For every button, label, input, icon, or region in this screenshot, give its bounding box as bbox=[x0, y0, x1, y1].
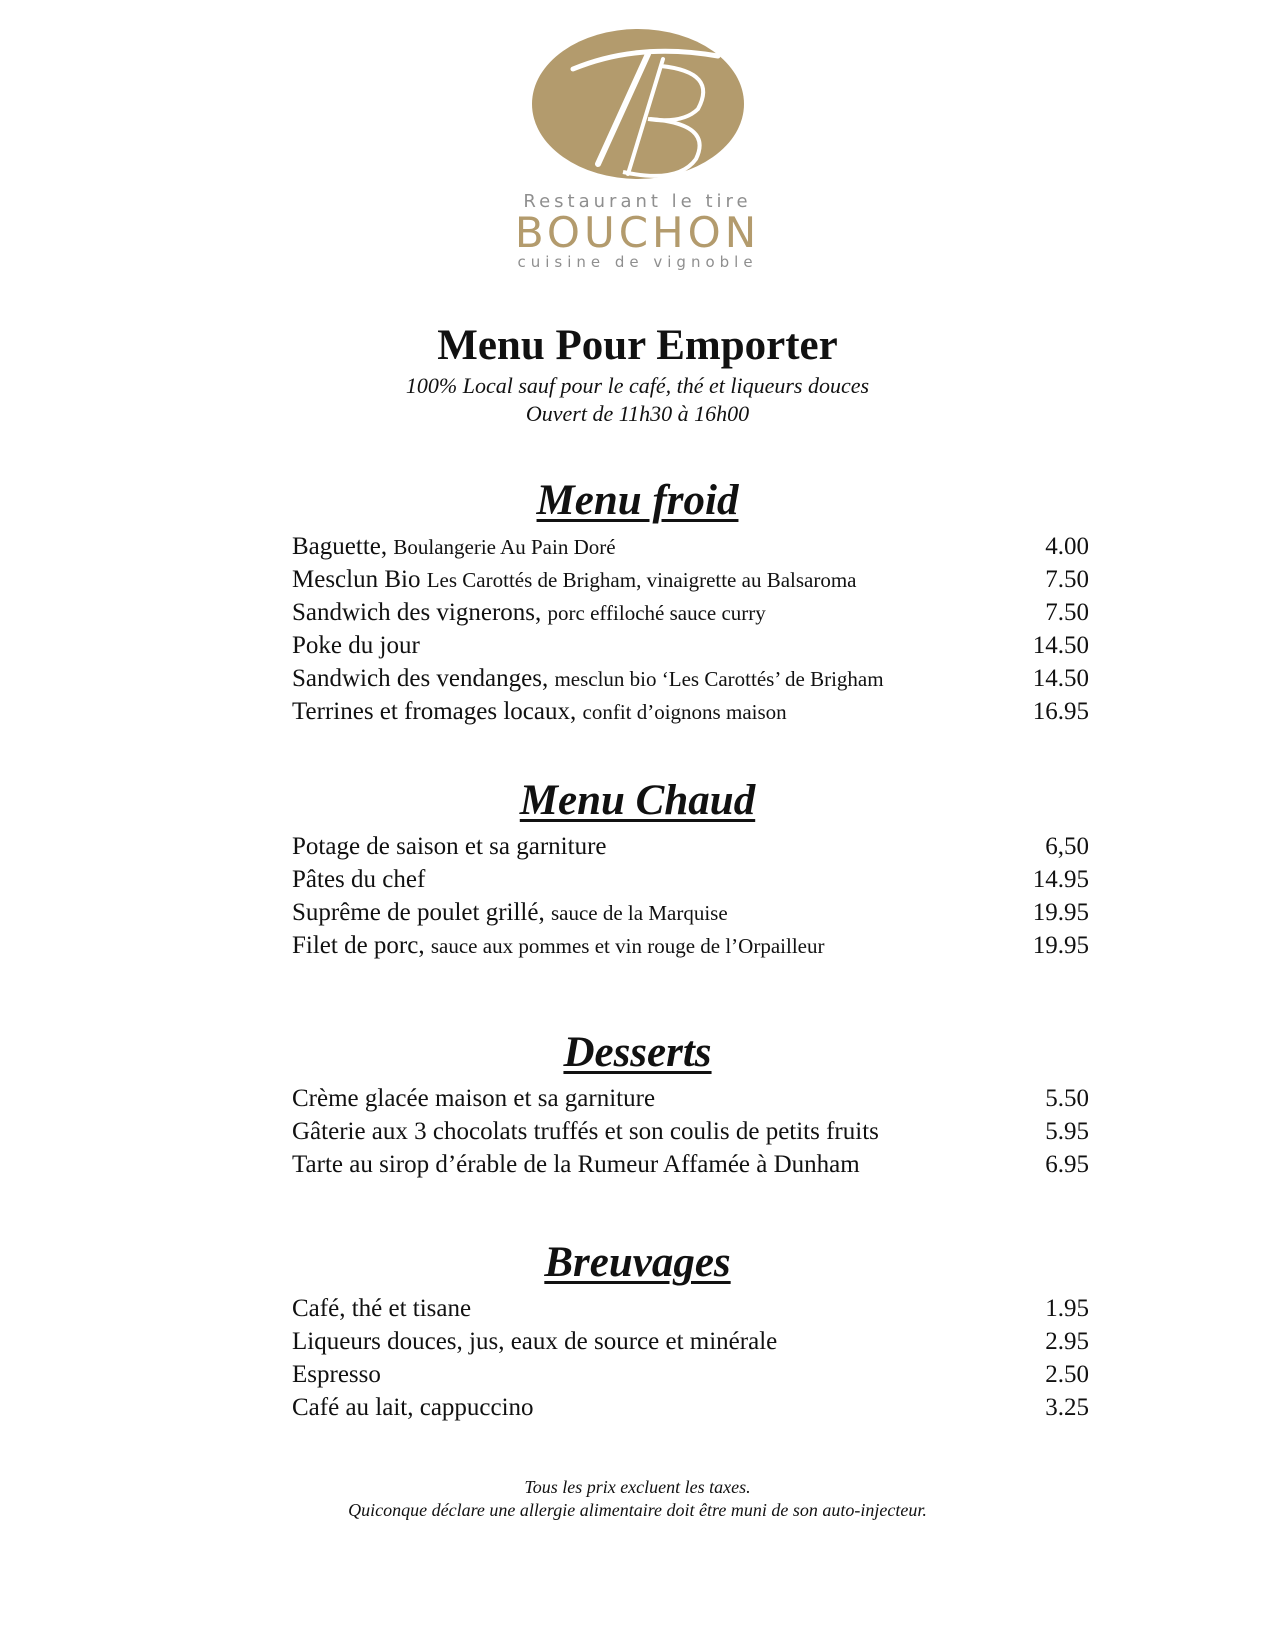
item-name: Filet de porc, bbox=[292, 932, 425, 959]
section-title: Menu froid bbox=[536, 477, 739, 524]
menu-item bbox=[0, 695, 1275, 728]
item-price: 16.95 bbox=[1032, 698, 1089, 725]
item-description: sauce de la Marquise bbox=[550, 901, 728, 925]
item-price: 2.95 bbox=[1045, 1328, 1089, 1355]
item-price: 7.50 bbox=[1045, 599, 1089, 626]
footer-taxes-note: Tous les prix excluent les taxes. bbox=[524, 1477, 751, 1497]
menu-item bbox=[0, 662, 1275, 695]
menu-item bbox=[0, 1358, 1275, 1391]
subtitle-hours: Ouvert de 11h30 à 16h00 bbox=[525, 401, 750, 426]
menu-item bbox=[0, 830, 1275, 863]
item-name: Sandwich des vendanges, bbox=[292, 665, 549, 692]
section-breuvages bbox=[0, 1238, 1275, 1424]
footer-notes bbox=[0, 1476, 1275, 1522]
item-description: mesclun bio ‘Les Carottés’ de Brigham bbox=[554, 667, 884, 691]
item-price: 1.95 bbox=[1045, 1295, 1089, 1322]
item-description: sauce aux pommes et vin rouge de l’Orpailleur bbox=[430, 934, 825, 958]
menu-item bbox=[0, 1325, 1275, 1358]
item-name: Liqueurs douces, jus, eaux de source et minérale bbox=[292, 1328, 778, 1355]
item-name: Crème glacée maison et sa garniture bbox=[292, 1085, 656, 1112]
logo-wordmark: BOUCHON bbox=[514, 208, 761, 257]
item-price: 3.25 bbox=[1045, 1394, 1089, 1421]
item-description: porc effiloché sauce curry bbox=[547, 601, 766, 625]
item-description: Les Carottés de Brigham, vinaigrette au Balsaroma bbox=[426, 568, 857, 592]
menu-item bbox=[0, 563, 1275, 596]
item-price: 7.50 bbox=[1045, 566, 1089, 593]
menu-item bbox=[0, 1148, 1275, 1181]
item-price: 14.50 bbox=[1032, 632, 1089, 659]
footer-allergy-note: Quiconque déclare une allergie alimentaire doit être muni de son auto-injecteur. bbox=[348, 1500, 927, 1520]
menu-item bbox=[0, 1391, 1275, 1424]
item-price: 6,50 bbox=[1045, 833, 1089, 860]
item-description: Boulangerie Au Pain Doré bbox=[393, 535, 616, 559]
item-name: Baguette, bbox=[292, 533, 388, 560]
item-name: Terrines et fromages locaux, bbox=[292, 698, 577, 725]
restaurant-logo bbox=[0, 24, 1275, 270]
menu-item bbox=[0, 863, 1275, 896]
menu-item bbox=[0, 1115, 1275, 1148]
item-name: Tarte au sirop d’érable de la Rumeur Affamée à Dunham bbox=[292, 1151, 860, 1178]
item-description: confit d’oignons maison bbox=[582, 700, 787, 724]
section-title: Breuvages bbox=[544, 1239, 731, 1286]
menu-item bbox=[0, 629, 1275, 662]
section-desserts bbox=[0, 1028, 1275, 1181]
menu-item bbox=[0, 1082, 1275, 1115]
section-menu-froid bbox=[0, 476, 1275, 728]
item-name: Potage de saison et sa garniture bbox=[292, 833, 607, 860]
item-price: 14.95 bbox=[1032, 866, 1089, 893]
item-price: 19.95 bbox=[1032, 899, 1089, 926]
item-name: Suprême de poulet grillé, bbox=[292, 899, 545, 926]
menu-item bbox=[0, 596, 1275, 629]
monogram-logo-icon bbox=[528, 24, 748, 184]
menu-item bbox=[0, 530, 1275, 563]
item-price: 2.50 bbox=[1045, 1361, 1089, 1388]
item-price: 5.95 bbox=[1045, 1118, 1089, 1145]
item-name: Sandwich des vignerons, bbox=[292, 599, 542, 626]
item-price: 19.95 bbox=[1032, 932, 1089, 959]
item-price: 5.50 bbox=[1045, 1085, 1089, 1112]
menu-header bbox=[0, 320, 1275, 428]
menu-item bbox=[0, 896, 1275, 929]
page-title: Menu Pour Emporter bbox=[437, 322, 838, 369]
item-name: Mesclun Bio bbox=[292, 566, 421, 593]
item-name: Pâtes du chef bbox=[292, 866, 426, 893]
item-name: Poke du jour bbox=[292, 632, 420, 659]
section-title: Desserts bbox=[563, 1029, 712, 1076]
item-price: 14.50 bbox=[1032, 665, 1089, 692]
item-name: Café au lait, cappuccino bbox=[292, 1394, 534, 1421]
logo-tagline-bottom: cuisine de vignoble bbox=[517, 253, 758, 271]
item-name: Espresso bbox=[292, 1361, 381, 1388]
menu-item bbox=[0, 1292, 1275, 1325]
item-name: Gâterie aux 3 chocolats truffés et son coulis de petits fruits bbox=[292, 1118, 879, 1145]
item-name: Café, thé et tisane bbox=[292, 1295, 472, 1322]
subtitle-local: 100% Local sauf pour le café, thé et liqueurs douces bbox=[405, 373, 870, 398]
item-price: 6.95 bbox=[1045, 1151, 1089, 1178]
section-title: Menu Chaud bbox=[519, 777, 756, 824]
item-price: 4.00 bbox=[1045, 533, 1089, 560]
logo-tagline-top: Restaurant le tire bbox=[523, 191, 752, 212]
menu-item bbox=[0, 929, 1275, 962]
section-menu-chaud bbox=[0, 776, 1275, 962]
